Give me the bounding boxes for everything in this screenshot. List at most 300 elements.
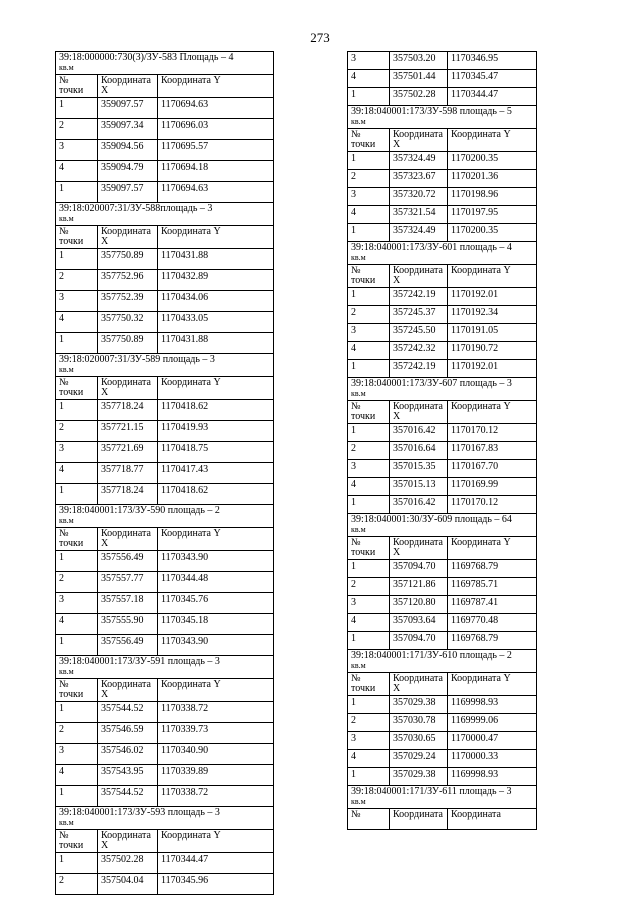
coordinate-x: 357557.77 [98, 572, 158, 593]
table-row [56, 270, 274, 291]
coordinate-x-header: Координата X [390, 673, 448, 696]
point-number: 3 [56, 291, 98, 312]
table-row [348, 188, 537, 206]
parcel-title-text: 39:18:020007:31/ЗУ-589 площадь – 3 [59, 354, 215, 365]
table-row [348, 714, 537, 732]
coordinate-x: 357546.59 [98, 723, 158, 744]
point-number: 1 [56, 333, 98, 354]
point-number: 2 [56, 874, 98, 895]
coordinate-x: 357501.44 [390, 70, 448, 88]
coordinate-x: 357557.18 [98, 593, 158, 614]
parcel-title [348, 786, 537, 809]
point-number-header: № [348, 809, 390, 830]
parcel-title-text: 39:18:040001:173/ЗУ-590 площадь – 2 [59, 505, 220, 516]
coordinate-y: 1170694.18 [158, 161, 274, 182]
right-coordinates-column [347, 51, 537, 830]
point-number-header: № точки [56, 679, 98, 702]
table-row [56, 723, 274, 744]
column-header-row [348, 537, 537, 560]
parcel-title [56, 656, 274, 679]
parcel-title-row [348, 650, 537, 673]
point-number: 3 [348, 52, 390, 70]
parcel-area-unit: кв.м [59, 214, 74, 223]
right-coordinates-table [347, 51, 537, 830]
coordinate-x-header: Координата X [98, 75, 158, 98]
point-number: 1 [56, 635, 98, 656]
table-row [348, 750, 537, 768]
parcel-title-row [56, 656, 274, 679]
point-number: 4 [56, 614, 98, 635]
coordinate-y-header: Координата Y [448, 265, 537, 288]
coordinate-x: 357030.65 [390, 732, 448, 750]
column-header-row [56, 226, 274, 249]
coordinate-y: 1170694.63 [158, 182, 274, 203]
point-number: 1 [56, 484, 98, 505]
table-row [56, 421, 274, 442]
table-row [56, 635, 274, 656]
coordinate-y: 1170345.47 [448, 70, 537, 88]
parcel-title [348, 378, 537, 401]
table-row [348, 342, 537, 360]
coordinate-x: 357555.90 [98, 614, 158, 635]
column-header-row [348, 401, 537, 424]
coordinate-y: 1170343.90 [158, 551, 274, 572]
parcel-title-row [56, 505, 274, 528]
coordinate-x: 357544.52 [98, 702, 158, 723]
parcel-area-unit: кв.м [59, 516, 74, 525]
coordinate-y: 1169787.41 [448, 596, 537, 614]
coordinate-x: 357750.32 [98, 312, 158, 333]
point-number: 1 [348, 360, 390, 378]
column-header-row [348, 809, 537, 830]
point-number: 2 [348, 170, 390, 188]
table-row [56, 484, 274, 505]
table-row [348, 152, 537, 170]
table-row [348, 596, 537, 614]
point-number: 4 [348, 478, 390, 496]
coordinate-y: 1170190.72 [448, 342, 537, 360]
parcel-title-text: 39:18:040001:173/ЗУ-607 площадь – 3 [351, 378, 512, 389]
table-row [348, 696, 537, 714]
point-number: 2 [348, 578, 390, 596]
coordinate-x: 357546.02 [98, 744, 158, 765]
point-number: 4 [56, 161, 98, 182]
coordinate-x: 357242.19 [390, 288, 448, 306]
table-row [56, 291, 274, 312]
parcel-area-unit: кв.м [59, 63, 74, 72]
coordinate-x: 357015.13 [390, 478, 448, 496]
table-row [348, 632, 537, 650]
point-number-header: № точки [348, 537, 390, 560]
coordinate-y: 1170345.18 [158, 614, 274, 635]
parcel-title [56, 52, 274, 75]
parcel-title [348, 106, 537, 129]
coordinate-x: 357324.49 [390, 152, 448, 170]
table-row [56, 140, 274, 161]
table-row [56, 765, 274, 786]
column-header-row [56, 830, 274, 853]
coordinate-y: 1169768.79 [448, 632, 537, 650]
table-row [56, 702, 274, 723]
parcel-title [348, 514, 537, 537]
coordinate-x: 357324.49 [390, 224, 448, 242]
table-row [348, 478, 537, 496]
coordinate-x: 359097.57 [98, 182, 158, 203]
point-number: 1 [56, 400, 98, 421]
coordinate-x: 357504.04 [98, 874, 158, 895]
parcel-title-text: 39:18:040001:173/ЗУ-593 площадь – 3 [59, 807, 220, 818]
parcel-title [348, 650, 537, 673]
coordinate-x-header: Координата [390, 809, 448, 830]
coordinate-x: 357750.89 [98, 249, 158, 270]
coordinate-y: 1170345.76 [158, 593, 274, 614]
point-number: 3 [348, 188, 390, 206]
coordinate-y: 1170431.88 [158, 333, 274, 354]
point-number-header: № точки [56, 75, 98, 98]
coordinate-y: 1170345.96 [158, 874, 274, 895]
point-number: 3 [56, 744, 98, 765]
point-number: 1 [348, 696, 390, 714]
parcel-title [56, 505, 274, 528]
coordinate-x: 357721.69 [98, 442, 158, 463]
point-number: 2 [56, 119, 98, 140]
coordinate-y: 1170338.72 [158, 702, 274, 723]
coordinate-y: 1170191.05 [448, 324, 537, 342]
point-number: 1 [348, 288, 390, 306]
coordinate-x: 357245.50 [390, 324, 448, 342]
coordinate-x: 357029.38 [390, 768, 448, 786]
coordinate-x: 357015.35 [390, 460, 448, 478]
point-number-header: № точки [348, 129, 390, 152]
table-row [348, 88, 537, 106]
parcel-title [348, 242, 537, 265]
coordinate-y-header: Координата Y [158, 377, 274, 400]
point-number: 1 [348, 768, 390, 786]
coordinate-y: 1170170.12 [448, 424, 537, 442]
coordinate-x: 357016.64 [390, 442, 448, 460]
coordinate-x: 357718.24 [98, 484, 158, 505]
coordinate-y: 1169998.93 [448, 696, 537, 714]
parcel-title-row [348, 514, 537, 537]
coordinate-x: 357016.42 [390, 496, 448, 514]
coordinate-y: 1170434.06 [158, 291, 274, 312]
coordinate-y: 1170339.73 [158, 723, 274, 744]
parcel-title-text: 39:18:040001:173/ЗУ-598 площадь – 5 [351, 106, 512, 117]
point-number: 3 [56, 140, 98, 161]
coordinate-x: 359097.57 [98, 98, 158, 119]
point-number: 1 [56, 853, 98, 874]
table-row [348, 288, 537, 306]
point-number-header: № точки [348, 673, 390, 696]
point-number: 2 [348, 714, 390, 732]
coordinate-y-header: Координата Y [158, 75, 274, 98]
table-row [56, 874, 274, 895]
point-number: 1 [348, 88, 390, 106]
parcel-area-unit: кв.м [351, 797, 366, 806]
point-number: 4 [348, 70, 390, 88]
coordinate-y: 1170418.62 [158, 400, 274, 421]
table-row [348, 206, 537, 224]
parcel-area-unit: кв.м [59, 667, 74, 676]
coordinate-x: 357030.78 [390, 714, 448, 732]
coordinate-y-header: Координата Y [158, 528, 274, 551]
coordinate-y: 1170344.47 [448, 88, 537, 106]
point-number: 2 [348, 442, 390, 460]
point-number: 4 [348, 614, 390, 632]
parcel-title-row [348, 378, 537, 401]
coordinate-x-header: Координата X [98, 830, 158, 853]
coordinate-x: 357543.95 [98, 765, 158, 786]
coordinate-x: 357093.64 [390, 614, 448, 632]
table-row [348, 70, 537, 88]
point-number: 4 [56, 312, 98, 333]
parcel-title-text: 39:18:040001:173/ЗУ-601 площадь – 4 [351, 242, 512, 253]
point-number-header: № точки [348, 265, 390, 288]
column-header-row [56, 377, 274, 400]
coordinate-y: 1170418.75 [158, 442, 274, 463]
point-number: 3 [56, 442, 98, 463]
table-row [348, 306, 537, 324]
table-row [348, 442, 537, 460]
coordinate-x: 357718.24 [98, 400, 158, 421]
coordinate-x: 359094.56 [98, 140, 158, 161]
column-header-row [348, 129, 537, 152]
table-row [56, 182, 274, 203]
coordinate-y-header: Координата [448, 809, 537, 830]
coordinate-x: 357556.49 [98, 551, 158, 572]
parcel-title-text: 39:18:040001:171/ЗУ-611 площадь – 3 [351, 786, 512, 797]
coordinate-y: 1170696.03 [158, 119, 274, 140]
point-number: 1 [56, 702, 98, 723]
table-row [348, 170, 537, 188]
column-header-row [348, 673, 537, 696]
coordinate-y: 1170192.34 [448, 306, 537, 324]
table-row [348, 560, 537, 578]
coordinate-x: 357016.42 [390, 424, 448, 442]
table-row [56, 744, 274, 765]
coordinate-y: 1170167.70 [448, 460, 537, 478]
coordinate-y-header: Координата Y [158, 830, 274, 853]
parcel-title-row [348, 242, 537, 265]
point-number: 2 [348, 306, 390, 324]
coordinate-x: 357320.72 [390, 188, 448, 206]
coordinate-y: 1170338.72 [158, 786, 274, 807]
point-number: 4 [56, 463, 98, 484]
point-number-header: № точки [56, 528, 98, 551]
parcel-title-text: 39:18:040001:171/ЗУ-610 площадь – 2 [351, 650, 512, 661]
table-row [56, 400, 274, 421]
coordinate-y: 1170201.36 [448, 170, 537, 188]
coordinate-x: 357094.70 [390, 560, 448, 578]
coordinate-y: 1170346.95 [448, 52, 537, 70]
coordinate-x-header: Координата X [390, 265, 448, 288]
coordinate-x: 357094.70 [390, 632, 448, 650]
point-number-header: № точки [56, 226, 98, 249]
coordinate-y-header: Координата Y [448, 673, 537, 696]
coordinate-y: 1170694.63 [158, 98, 274, 119]
parcel-title-row [56, 203, 274, 226]
point-number: 1 [348, 496, 390, 514]
coordinate-x-header: Координата X [390, 401, 448, 424]
point-number: 1 [56, 786, 98, 807]
point-number: 1 [56, 182, 98, 203]
coordinate-x: 357242.19 [390, 360, 448, 378]
point-number: 2 [56, 270, 98, 291]
coordinate-y: 1170000.47 [448, 732, 537, 750]
point-number-header: № точки [56, 830, 98, 853]
parcel-title-row [348, 106, 537, 129]
point-number: 2 [56, 421, 98, 442]
coordinate-x: 357121.86 [390, 578, 448, 596]
coordinate-y: 1170431.88 [158, 249, 274, 270]
coordinate-y: 1170433.05 [158, 312, 274, 333]
coordinate-x: 357502.28 [98, 853, 158, 874]
point-number: 4 [348, 750, 390, 768]
table-row [56, 593, 274, 614]
coordinate-y: 1170170.12 [448, 496, 537, 514]
coordinate-y-header: Координата Y [448, 537, 537, 560]
coordinate-y: 1169998.93 [448, 768, 537, 786]
parcel-title-text: 39:18:000000:730(3)/ЗУ-583 Площадь – 4 [59, 52, 234, 63]
parcel-area-unit: кв.м [59, 365, 74, 374]
point-number: 3 [348, 460, 390, 478]
coordinate-y: 1169999.06 [448, 714, 537, 732]
table-row [348, 768, 537, 786]
coordinate-y: 1170197.95 [448, 206, 537, 224]
column-header-row [56, 75, 274, 98]
coordinate-y: 1170344.47 [158, 853, 274, 874]
coordinate-y: 1170198.96 [448, 188, 537, 206]
point-number: 4 [348, 342, 390, 360]
coordinate-y-header: Координата Y [448, 401, 537, 424]
parcel-area-unit: кв.м [351, 525, 366, 534]
coordinate-x: 357502.28 [390, 88, 448, 106]
coordinate-y: 1170167.83 [448, 442, 537, 460]
coordinate-y: 1170200.35 [448, 224, 537, 242]
coordinate-y: 1170200.35 [448, 152, 537, 170]
point-number: 1 [348, 224, 390, 242]
table-row [348, 578, 537, 596]
coordinate-y: 1169768.79 [448, 560, 537, 578]
point-number-header: № точки [348, 401, 390, 424]
point-number: 3 [348, 732, 390, 750]
coordinate-y: 1170339.89 [158, 765, 274, 786]
table-row [56, 249, 274, 270]
table-row [56, 551, 274, 572]
coordinate-x: 357503.20 [390, 52, 448, 70]
coordinate-x: 357029.38 [390, 696, 448, 714]
coordinate-x: 357321.54 [390, 206, 448, 224]
column-header-row [56, 679, 274, 702]
coordinate-y: 1170000.33 [448, 750, 537, 768]
table-row [348, 224, 537, 242]
parcel-area-unit: кв.м [351, 661, 366, 670]
point-number: 4 [56, 765, 98, 786]
parcel-title-row [56, 807, 274, 830]
point-number: 3 [348, 596, 390, 614]
point-number: 1 [56, 551, 98, 572]
table-row [56, 614, 274, 635]
parcel-area-unit: кв.м [351, 117, 366, 126]
coordinate-x: 357245.37 [390, 306, 448, 324]
table-row [348, 496, 537, 514]
left-coordinates-table [55, 51, 274, 895]
page-number: 273 [310, 30, 330, 45]
coordinate-y: 1170169.99 [448, 478, 537, 496]
coordinate-x: 357752.39 [98, 291, 158, 312]
point-number: 2 [56, 723, 98, 744]
point-number-header: № точки [56, 377, 98, 400]
point-number: 2 [56, 572, 98, 593]
coordinate-y-header: Координата Y [448, 129, 537, 152]
point-number: 1 [56, 249, 98, 270]
point-number: 1 [56, 98, 98, 119]
coordinate-x: 357721.15 [98, 421, 158, 442]
coordinate-x: 357750.89 [98, 333, 158, 354]
coordinate-y: 1170344.48 [158, 572, 274, 593]
point-number: 1 [348, 632, 390, 650]
coordinate-y: 1170192.01 [448, 360, 537, 378]
table-row [56, 98, 274, 119]
parcel-title [56, 203, 274, 226]
point-number: 3 [56, 593, 98, 614]
coordinate-y: 1169785.71 [448, 578, 537, 596]
parcel-title [56, 807, 274, 830]
coordinate-y: 1170418.62 [158, 484, 274, 505]
column-header-row [348, 265, 537, 288]
table-row [56, 463, 274, 484]
point-number: 1 [348, 152, 390, 170]
point-number: 4 [348, 206, 390, 224]
point-number: 3 [348, 324, 390, 342]
parcel-title-row [56, 52, 274, 75]
coordinate-x: 357544.52 [98, 786, 158, 807]
table-row [56, 312, 274, 333]
table-row [56, 119, 274, 140]
point-number: 1 [348, 424, 390, 442]
coordinate-y: 1170695.57 [158, 140, 274, 161]
coordinate-x: 359094.79 [98, 161, 158, 182]
table-row [348, 52, 537, 70]
parcel-title-text: 39:18:040001:173/ЗУ-591 площадь – 3 [59, 656, 220, 667]
coordinate-y: 1170432.89 [158, 270, 274, 291]
coordinate-x: 357752.96 [98, 270, 158, 291]
coordinate-x: 357718.77 [98, 463, 158, 484]
parcel-title-row [56, 354, 274, 377]
parcel-area-unit: кв.м [351, 389, 366, 398]
coordinate-x: 357120.80 [390, 596, 448, 614]
coordinate-x-header: Координата X [390, 129, 448, 152]
table-row [348, 460, 537, 478]
parcel-title-row [348, 786, 537, 809]
coordinate-y-header: Координата Y [158, 226, 274, 249]
coordinate-y: 1170417.43 [158, 463, 274, 484]
parcel-area-unit: кв.м [351, 253, 366, 262]
left-coordinates-column [55, 51, 274, 895]
column-header-row [56, 528, 274, 551]
coordinate-x: 357029.24 [390, 750, 448, 768]
parcel-title [56, 354, 274, 377]
coordinate-x-header: Координата X [390, 537, 448, 560]
coordinate-y-header: Координата Y [158, 679, 274, 702]
table-row [56, 853, 274, 874]
coordinate-x: 357323.67 [390, 170, 448, 188]
coordinate-y: 1170419.93 [158, 421, 274, 442]
coordinate-y: 1170192.01 [448, 288, 537, 306]
coordinate-x-header: Координата X [98, 528, 158, 551]
coordinate-x-header: Координата X [98, 226, 158, 249]
table-row [348, 614, 537, 632]
